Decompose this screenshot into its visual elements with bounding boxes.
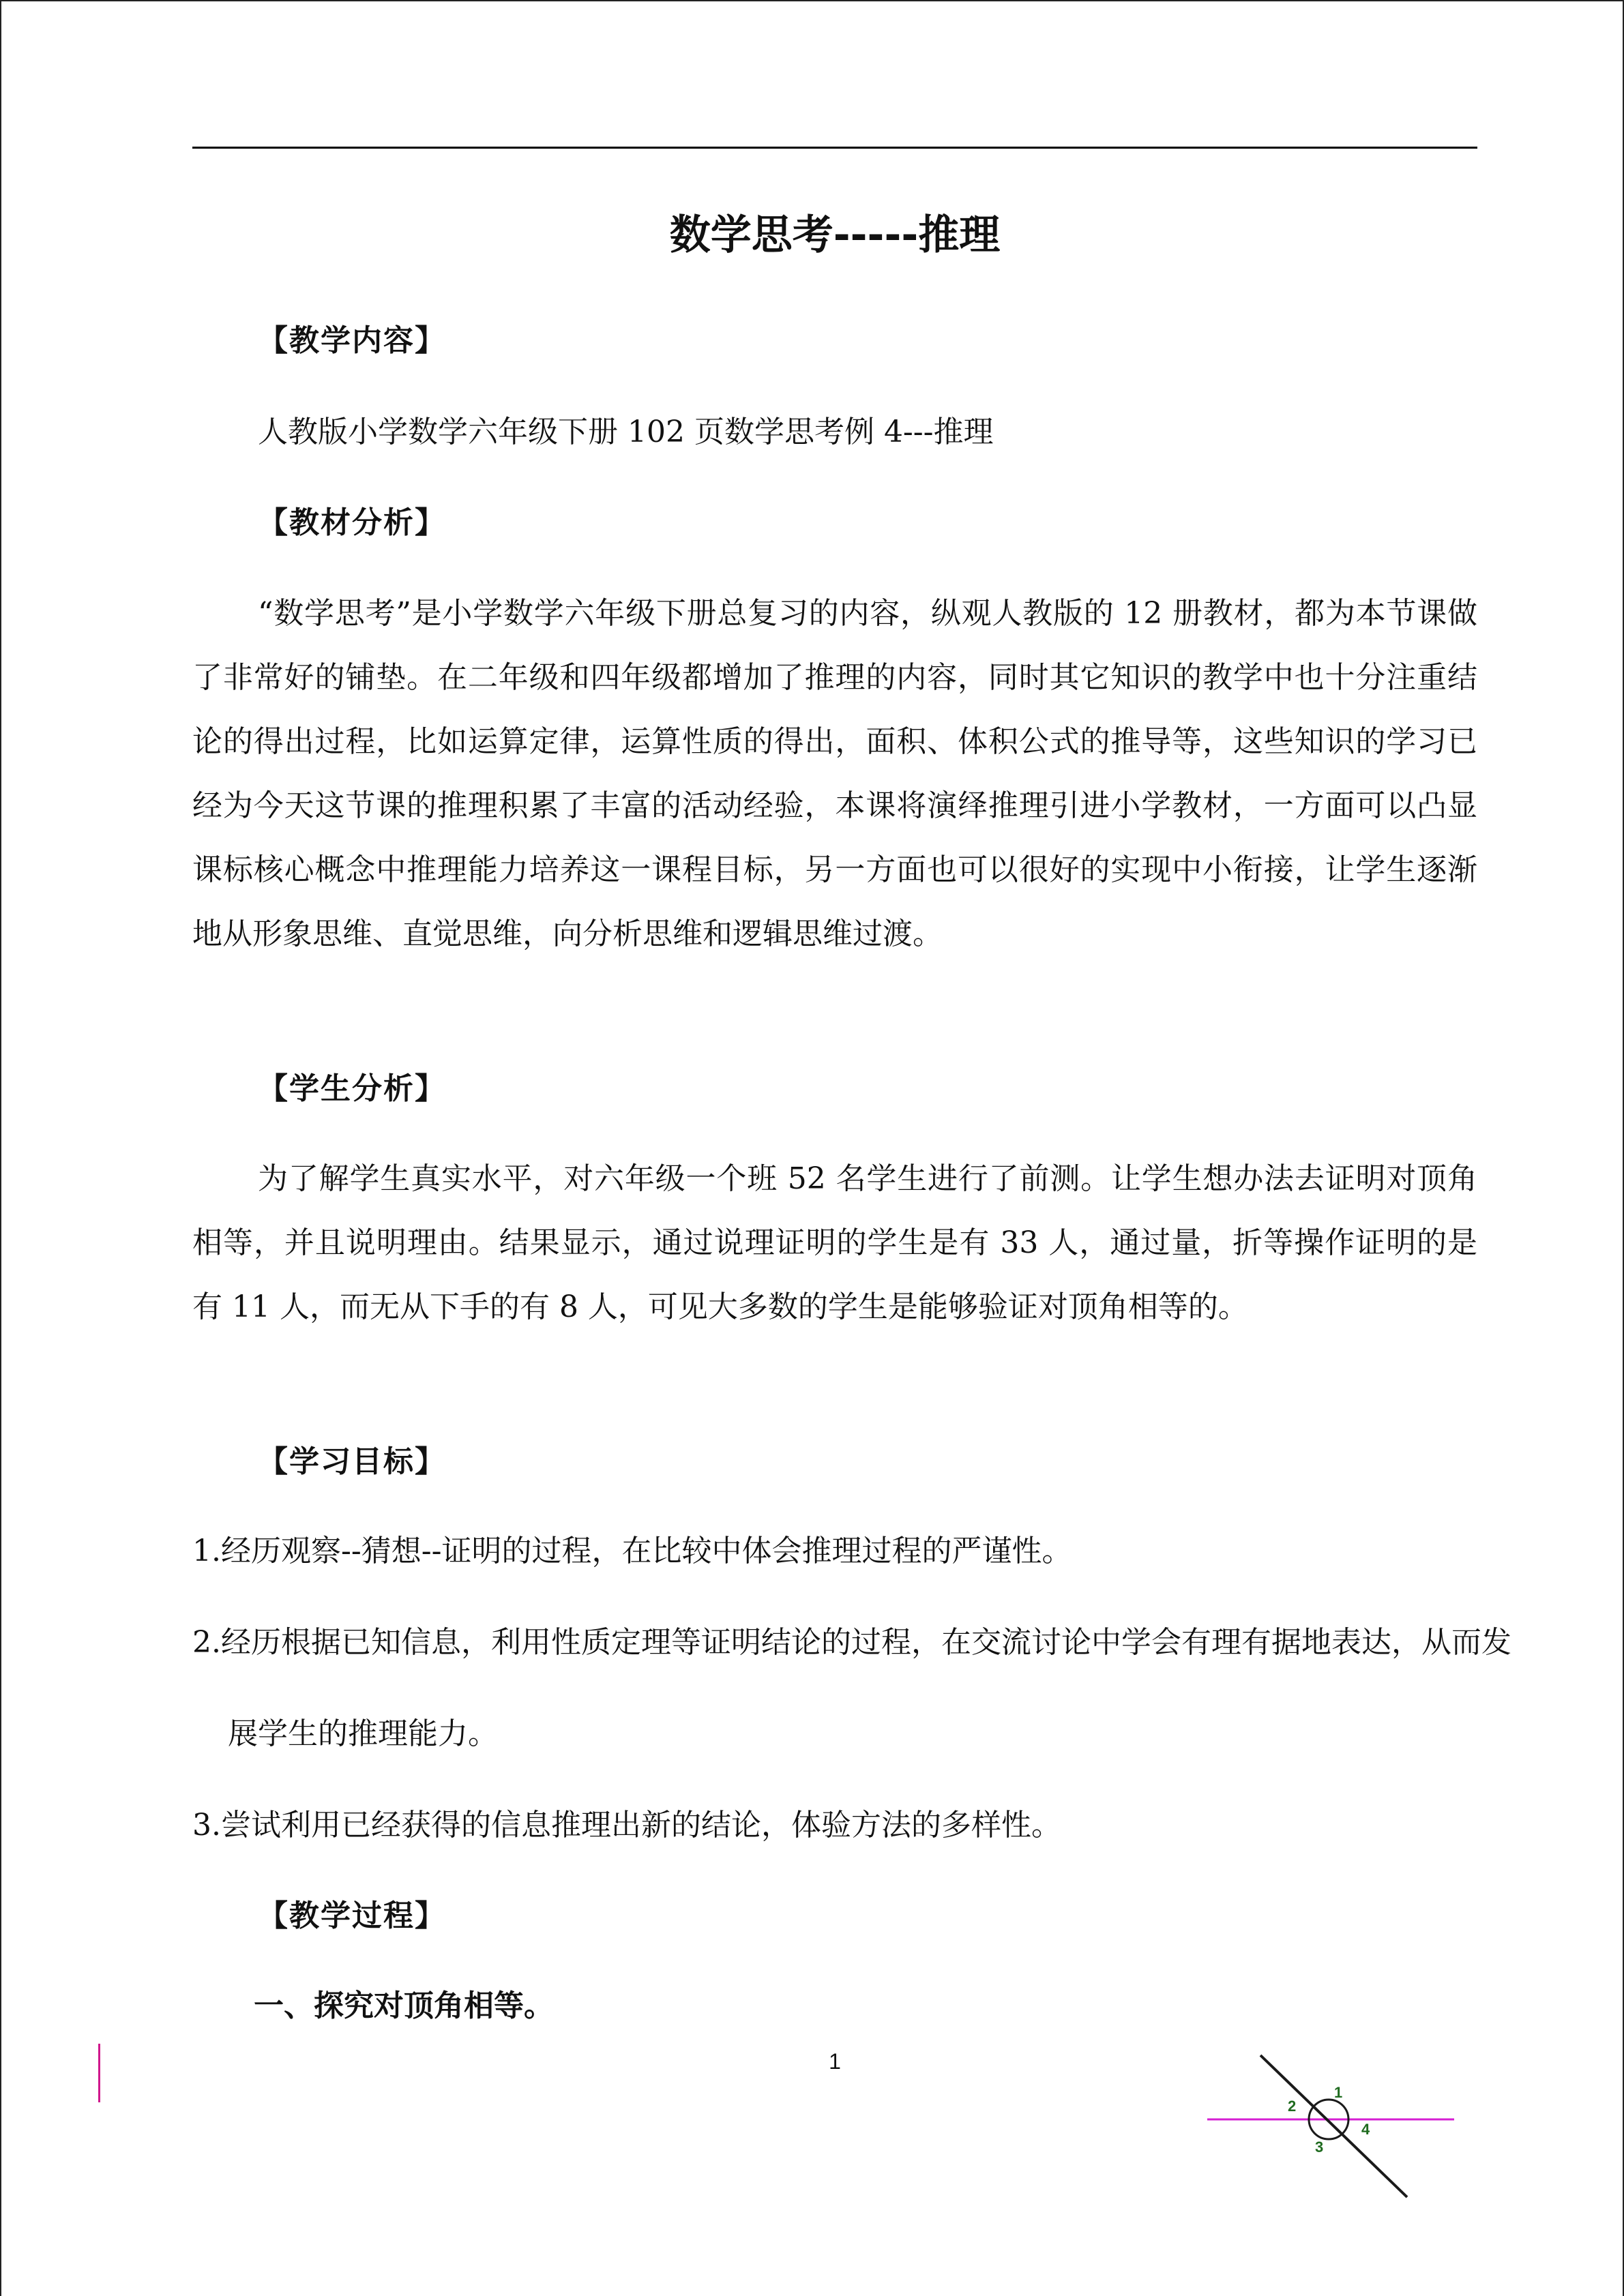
paragraph-student-analysis: 为了解学生真实水平，对六年级一个班 52 名学生进行了前测。让学生想办法去证明对顶角相等，并且说明理由。结果显示，通过说理证明的学生是有 33 人，通过量，折等操作证明的是有 11 人，而无从下手的有 8 人，可见大多数的学生是能够验证对顶角相等的。 [192, 1161, 1477, 1324]
angle-label-3: 3 [1315, 2138, 1324, 2156]
angle-label-4: 4 [1361, 2121, 1370, 2138]
heading-objectives: 【学习目标】 [258, 1444, 446, 1479]
transversal-line [1260, 2055, 1407, 2197]
objective-item: 2.经历根据已知信息，利用性质定理等证明结论的过程，在交流讨论中学会有理有据地表达，从而发展学生的推理能力。 [192, 1625, 1511, 1751]
margin-change-mark [98, 2044, 100, 2102]
vertical-angles-figure [1200, 2046, 1460, 2209]
objective-item: 3.尝试利用已经获得的信息推理出新的结论，体验方法的多样性。 [192, 1808, 1061, 1843]
paragraph-textbook-analysis: “数学思考”是小学数学六年级下册总复习的内容，纵观人教版的 12 册教材，都为本节课做了非常好的铺垫。在二年级和四年级都增加了推理的内容，同时其它知识的教学中也十分注重结论的得出过程，比如运算定律，运算性质的得出，面积、体积公式的推导等，这些知识的学习已经为今天这节课的推理积累了丰富的活动经验，本课将演绎推理引进小学教材，一方面可以凸显课标核心概念中推理能力培养这一课程目标，另一方面也可以很好的实现中小衔接，让学生逐渐地从形象思维、直觉思维，向分析思维和逻辑思维过渡。 [192, 596, 1477, 951]
heading-textbook-analysis: 【教材分析】 [258, 505, 446, 540]
page-border-left [0, 0, 1, 2296]
angle-label-1: 1 [1334, 2084, 1343, 2101]
heading-teaching-process: 【教学过程】 [258, 1898, 446, 1933]
objective-item: 1.经历观察--猜想--证明的过程，在比较中体会推理过程的严谨性。 [192, 1534, 1072, 1568]
document-title: 数学思考-----推理 [669, 211, 1001, 259]
angle-label-2: 2 [1288, 2098, 1297, 2115]
page-border-top [0, 0, 1624, 1]
page-number: 1 [829, 2049, 841, 2074]
heading-student-analysis: 【学生分析】 [258, 1071, 446, 1106]
subheading-vertical-angles: 一、探究对顶角相等。 [254, 1988, 554, 2023]
header-rule [192, 147, 1477, 149]
paragraph-teaching-content: 人教版小学数学六年级下册 102 页数学思考例 4---推理 [258, 415, 994, 449]
heading-teaching-content: 【教学内容】 [258, 323, 446, 358]
